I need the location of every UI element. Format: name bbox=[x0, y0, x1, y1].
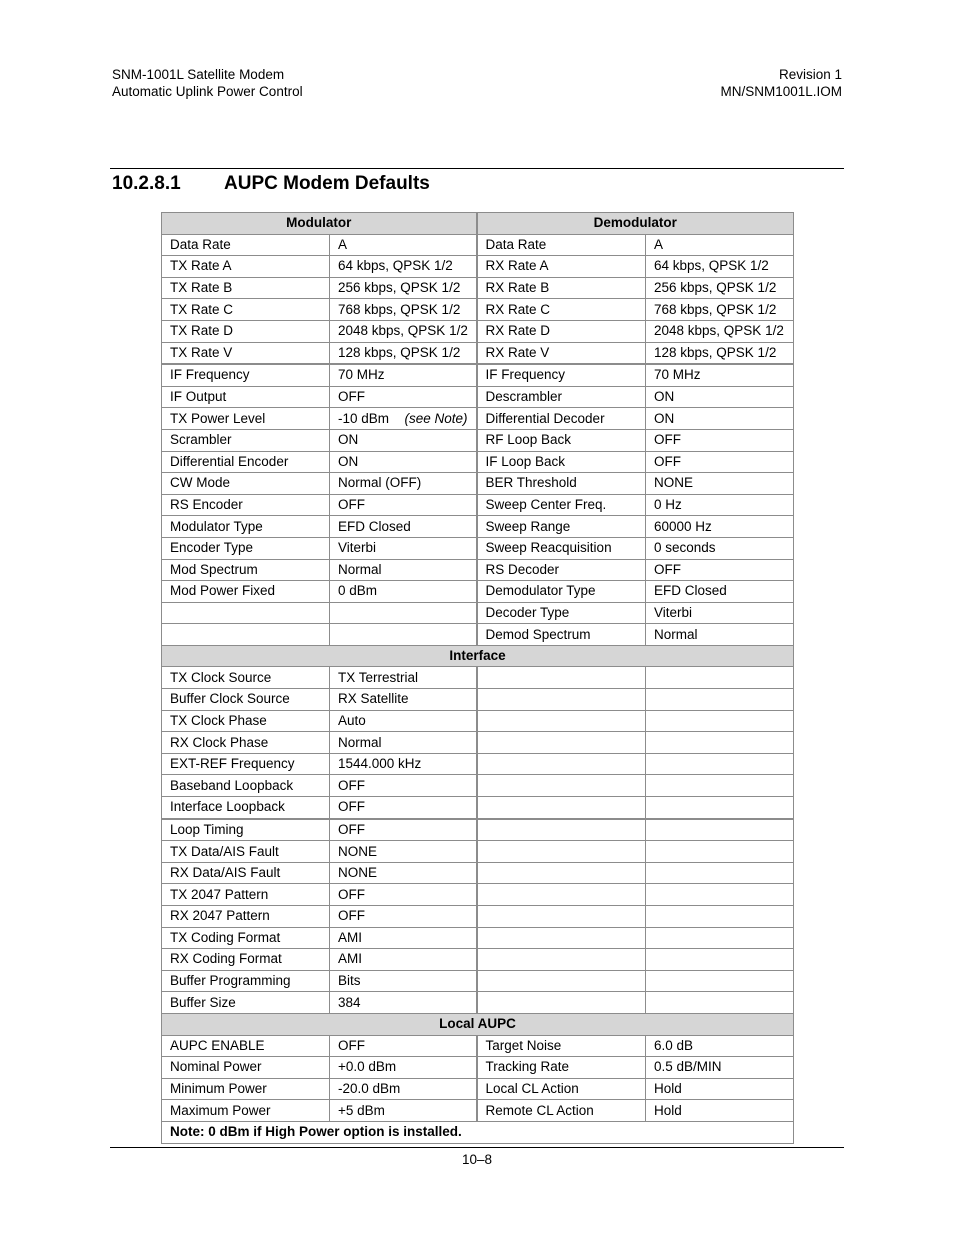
parameter-value-cell: 0.5 dB/MIN bbox=[646, 1057, 794, 1079]
chapter-title: Automatic Uplink Power Control bbox=[112, 84, 303, 99]
section-number: 10.2.8.1 bbox=[112, 173, 181, 194]
parameter-name-cell bbox=[162, 602, 330, 624]
section-heading bbox=[112, 172, 430, 196]
parameter-name-cell bbox=[477, 667, 646, 689]
aupc-defaults-table bbox=[161, 212, 794, 1144]
parameter-name-cell: IF Output bbox=[162, 386, 330, 408]
parameter-value-cell: -20.0 dBm bbox=[330, 1078, 477, 1100]
parameter-value-cell bbox=[646, 775, 794, 797]
demodulator-header: Demodulator bbox=[477, 213, 794, 235]
parameter-value-cell: 2048 kbps, QPSK 1/2 bbox=[646, 320, 794, 342]
parameter-name-cell: Minimum Power bbox=[162, 1078, 330, 1100]
section-title: AUPC Modem Defaults bbox=[224, 173, 430, 194]
table-row bbox=[162, 234, 794, 256]
see-note-reference: (see Note) bbox=[404, 410, 468, 426]
parameter-value-cell bbox=[646, 841, 794, 863]
parameter-name-cell: Maximum Power bbox=[162, 1100, 330, 1122]
parameter-name-cell bbox=[477, 949, 646, 971]
parameter-name-cell: TX Rate V bbox=[162, 342, 330, 364]
parameter-value-cell: OFF bbox=[646, 559, 794, 581]
parameter-value-cell: OFF bbox=[330, 494, 477, 516]
parameter-value-cell: Normal (OFF) bbox=[330, 473, 477, 495]
parameter-value-cell: 768 kbps, QPSK 1/2 bbox=[646, 299, 794, 321]
parameter-value-cell: OFF bbox=[330, 797, 477, 819]
parameter-value-cell: 0 dBm bbox=[330, 581, 477, 603]
parameter-name-cell: RX Coding Format bbox=[162, 949, 330, 971]
parameter-name-cell: Remote CL Action bbox=[477, 1100, 646, 1122]
parameter-value-cell: EFD Closed bbox=[330, 516, 477, 538]
parameter-value-cell: TX Terrestrial bbox=[330, 667, 477, 689]
parameter-value-cell bbox=[646, 689, 794, 711]
parameter-name-cell bbox=[477, 732, 646, 754]
modulator-header: Modulator bbox=[162, 213, 477, 235]
parameter-name-cell: Data Rate bbox=[477, 234, 646, 256]
parameter-value-cell: Normal bbox=[330, 732, 477, 754]
table-row bbox=[162, 342, 794, 364]
parameter-value-cell bbox=[646, 710, 794, 732]
table-row bbox=[162, 949, 794, 971]
table-group-header-row bbox=[162, 213, 794, 235]
parameter-value-cell: ON bbox=[330, 451, 477, 473]
interface-header: Interface bbox=[162, 645, 794, 667]
parameter-name-cell: Demod Spectrum bbox=[477, 624, 646, 646]
table-row bbox=[162, 689, 794, 711]
table-row bbox=[162, 624, 794, 646]
parameter-value-cell: OFF bbox=[330, 906, 477, 928]
parameter-value-cell: 256 kbps, QPSK 1/2 bbox=[646, 277, 794, 299]
parameter-value-cell: Hold bbox=[646, 1100, 794, 1122]
parameter-name-cell bbox=[477, 841, 646, 863]
parameter-name-cell: TX Clock Source bbox=[162, 667, 330, 689]
table-row bbox=[162, 256, 794, 278]
parameter-name-cell: RX 2047 Pattern bbox=[162, 906, 330, 928]
parameter-name-cell: Sweep Reacquisition bbox=[477, 537, 646, 559]
parameter-value-cell: 60000 Hz bbox=[646, 516, 794, 538]
parameter-name-cell: TX Rate D bbox=[162, 320, 330, 342]
table-row bbox=[162, 494, 794, 516]
parameter-value-cell: OFF bbox=[646, 451, 794, 473]
parameter-value-cell: Viterbi bbox=[330, 537, 477, 559]
parameter-value-cell: ON bbox=[646, 386, 794, 408]
table-row bbox=[162, 320, 794, 342]
parameter-name-cell: Buffer Programming bbox=[162, 970, 330, 992]
tx-power-level: -10 dBm bbox=[338, 410, 390, 426]
parameter-name-cell: Mod Spectrum bbox=[162, 559, 330, 581]
parameter-name-cell: Data Rate bbox=[162, 234, 330, 256]
parameter-name-cell: Baseband Loopback bbox=[162, 775, 330, 797]
parameter-value-cell bbox=[330, 624, 477, 646]
parameter-value-cell: 256 kbps, QPSK 1/2 bbox=[330, 277, 477, 299]
table-row bbox=[162, 386, 794, 408]
parameter-name-cell: Sweep Center Freq. bbox=[477, 494, 646, 516]
parameter-value-cell: RX Satellite bbox=[330, 689, 477, 711]
table-row bbox=[162, 862, 794, 884]
table-row bbox=[162, 1035, 794, 1057]
parameter-name-cell: RX Rate B bbox=[477, 277, 646, 299]
parameter-name-cell bbox=[477, 753, 646, 775]
parameter-name-cell: TX Clock Phase bbox=[162, 710, 330, 732]
table-row bbox=[162, 473, 794, 495]
parameter-name-cell: IF Frequency bbox=[477, 364, 646, 386]
parameter-name-cell: TX Rate B bbox=[162, 277, 330, 299]
table-row bbox=[162, 408, 794, 430]
table-row bbox=[162, 927, 794, 949]
parameter-value-cell: Viterbi bbox=[646, 602, 794, 624]
parameter-name-cell: Buffer Clock Source bbox=[162, 689, 330, 711]
parameter-value-cell: 1544.000 kHz bbox=[330, 753, 477, 775]
parameter-value-cell: 384 bbox=[330, 992, 477, 1014]
parameter-value-cell: AMI bbox=[330, 949, 477, 971]
parameter-name-cell: Differential Decoder bbox=[477, 408, 646, 430]
parameter-name-cell bbox=[477, 819, 646, 841]
parameter-name-cell: Encoder Type bbox=[162, 537, 330, 559]
parameter-name-cell bbox=[477, 927, 646, 949]
parameter-value-cell bbox=[646, 667, 794, 689]
parameter-value-cell: +5 dBm bbox=[330, 1100, 477, 1122]
parameter-name-cell bbox=[477, 992, 646, 1014]
parameter-name-cell: EXT-REF Frequency bbox=[162, 753, 330, 775]
parameter-value-cell bbox=[646, 862, 794, 884]
parameter-name-cell: Demodulator Type bbox=[477, 581, 646, 603]
parameter-name-cell: IF Frequency bbox=[162, 364, 330, 386]
parameter-name-cell: RX Rate A bbox=[477, 256, 646, 278]
table-row bbox=[162, 581, 794, 603]
table-group-header-row bbox=[162, 645, 794, 667]
parameter-value-cell: 64 kbps, QPSK 1/2 bbox=[330, 256, 477, 278]
parameter-name-cell: RX Data/AIS Fault bbox=[162, 862, 330, 884]
parameter-name-cell bbox=[477, 710, 646, 732]
parameter-value-cell: OFF bbox=[330, 819, 477, 841]
parameter-name-cell bbox=[477, 862, 646, 884]
tx-power-value bbox=[338, 409, 476, 429]
parameter-name-cell: Interface Loopback bbox=[162, 797, 330, 819]
parameter-name-cell: TX Power Level bbox=[162, 408, 330, 430]
parameter-name-cell: BER Threshold bbox=[477, 473, 646, 495]
parameter-value-cell bbox=[646, 992, 794, 1014]
revision-label: Revision 1 bbox=[778, 67, 842, 82]
table-row bbox=[162, 970, 794, 992]
parameter-name-cell bbox=[162, 624, 330, 646]
parameter-name-cell: Local CL Action bbox=[477, 1078, 646, 1100]
parameter-name-cell: RS Decoder bbox=[477, 559, 646, 581]
table-row bbox=[162, 299, 794, 321]
parameter-name-cell: IF Loop Back bbox=[477, 451, 646, 473]
parameter-name-cell: Nominal Power bbox=[162, 1057, 330, 1079]
parameter-value-cell: 768 kbps, QPSK 1/2 bbox=[330, 299, 477, 321]
table-row bbox=[162, 819, 794, 841]
table-row bbox=[162, 732, 794, 754]
page-header-left bbox=[112, 66, 303, 100]
parameter-value-cell bbox=[646, 797, 794, 819]
parameter-name-cell: Differential Encoder bbox=[162, 451, 330, 473]
parameter-name-cell: Scrambler bbox=[162, 429, 330, 451]
parameter-name-cell: Descrambler bbox=[477, 386, 646, 408]
parameter-name-cell: Tracking Rate bbox=[477, 1057, 646, 1079]
table-row bbox=[162, 429, 794, 451]
parameter-value-cell: +0.0 dBm bbox=[330, 1057, 477, 1079]
parameter-value-cell bbox=[646, 819, 794, 841]
parameter-value-cell: 70 MHz bbox=[646, 364, 794, 386]
parameter-value-cell: OFF bbox=[330, 884, 477, 906]
table-row bbox=[162, 775, 794, 797]
table-row bbox=[162, 1057, 794, 1079]
parameter-value-cell: 0 Hz bbox=[646, 494, 794, 516]
table-row bbox=[162, 537, 794, 559]
parameter-name-cell: RS Encoder bbox=[162, 494, 330, 516]
table-group-header-row bbox=[162, 1013, 794, 1035]
table-note: Note: 0 dBm if High Power option is installed. bbox=[162, 1121, 794, 1143]
document-title: SNM-1001L Satellite Modem bbox=[112, 67, 285, 82]
table-row bbox=[162, 710, 794, 732]
parameter-name-cell bbox=[477, 970, 646, 992]
parameter-value-cell: Auto bbox=[330, 710, 477, 732]
parameter-name-cell: Modulator Type bbox=[162, 516, 330, 538]
parameter-name-cell bbox=[477, 689, 646, 711]
parameter-name-cell: Sweep Range bbox=[477, 516, 646, 538]
parameter-value-cell: 6.0 dB bbox=[646, 1035, 794, 1057]
parameter-value-cell: A bbox=[330, 234, 477, 256]
parameter-value-cell bbox=[646, 753, 794, 775]
parameter-value-cell: A bbox=[646, 234, 794, 256]
parameter-value-cell: 2048 kbps, QPSK 1/2 bbox=[330, 320, 477, 342]
parameter-name-cell: TX Data/AIS Fault bbox=[162, 841, 330, 863]
table-row bbox=[162, 884, 794, 906]
section-divider bbox=[110, 168, 844, 169]
parameter-name-cell: RX Rate D bbox=[477, 320, 646, 342]
table-row bbox=[162, 797, 794, 819]
parameter-value-cell: 0 seconds bbox=[646, 537, 794, 559]
parameter-value-cell bbox=[646, 884, 794, 906]
parameter-value-cell: 128 kbps, QPSK 1/2 bbox=[646, 342, 794, 364]
parameter-value-cell: OFF bbox=[330, 775, 477, 797]
table-row bbox=[162, 992, 794, 1014]
table-row bbox=[162, 841, 794, 863]
parameter-name-cell: TX Coding Format bbox=[162, 927, 330, 949]
footer-divider bbox=[110, 1147, 844, 1148]
parameter-value-cell: NONE bbox=[330, 862, 477, 884]
parameter-name-cell: RF Loop Back bbox=[477, 429, 646, 451]
parameter-name-cell: Loop Timing bbox=[162, 819, 330, 841]
parameter-value-cell: ON bbox=[646, 408, 794, 430]
parameter-name-cell: Target Noise bbox=[477, 1035, 646, 1057]
parameter-name-cell: Mod Power Fixed bbox=[162, 581, 330, 603]
parameter-value-cell bbox=[646, 732, 794, 754]
table-body bbox=[162, 213, 794, 1144]
parameter-value-cell: ON bbox=[330, 429, 477, 451]
table-row bbox=[162, 451, 794, 473]
table-row bbox=[162, 364, 794, 386]
parameter-value-cell: Normal bbox=[330, 559, 477, 581]
parameter-value-cell bbox=[330, 602, 477, 624]
parameter-name-cell: RX Rate C bbox=[477, 299, 646, 321]
parameter-name-cell bbox=[477, 797, 646, 819]
table-row bbox=[162, 906, 794, 928]
parameter-value-cell: 128 kbps, QPSK 1/2 bbox=[330, 342, 477, 364]
parameter-name-cell bbox=[477, 884, 646, 906]
parameter-value-cell bbox=[646, 927, 794, 949]
parameter-name-cell: CW Mode bbox=[162, 473, 330, 495]
table-row bbox=[162, 1078, 794, 1100]
parameter-name-cell: RX Rate V bbox=[477, 342, 646, 364]
parameter-value-cell bbox=[330, 408, 477, 430]
parameter-name-cell: Decoder Type bbox=[477, 602, 646, 624]
parameter-value-cell bbox=[646, 949, 794, 971]
page-header-right bbox=[720, 66, 842, 100]
parameter-value-cell: OFF bbox=[646, 429, 794, 451]
document-number: MN/SNM1001L.IOM bbox=[720, 84, 842, 99]
page-number: 10–8 bbox=[461, 1152, 493, 1167]
table-row bbox=[162, 753, 794, 775]
table-row bbox=[162, 559, 794, 581]
table-note-row bbox=[162, 1121, 794, 1143]
parameter-value-cell: 64 kbps, QPSK 1/2 bbox=[646, 256, 794, 278]
parameter-value-cell: EFD Closed bbox=[646, 581, 794, 603]
table-row bbox=[162, 1100, 794, 1122]
parameter-name-cell: RX Clock Phase bbox=[162, 732, 330, 754]
parameter-name-cell: TX Rate A bbox=[162, 256, 330, 278]
parameter-name-cell bbox=[477, 775, 646, 797]
parameter-value-cell bbox=[646, 970, 794, 992]
parameter-name-cell: TX 2047 Pattern bbox=[162, 884, 330, 906]
parameter-value-cell: NONE bbox=[646, 473, 794, 495]
table-row bbox=[162, 667, 794, 689]
parameter-value-cell: OFF bbox=[330, 386, 477, 408]
parameter-name-cell bbox=[477, 906, 646, 928]
parameter-value-cell: Hold bbox=[646, 1078, 794, 1100]
parameter-name-cell: Buffer Size bbox=[162, 992, 330, 1014]
parameter-value-cell bbox=[646, 906, 794, 928]
parameter-value-cell: Normal bbox=[646, 624, 794, 646]
parameter-value-cell: OFF bbox=[330, 1035, 477, 1057]
table-row bbox=[162, 516, 794, 538]
parameter-name-cell: AUPC ENABLE bbox=[162, 1035, 330, 1057]
parameter-value-cell: Bits bbox=[330, 970, 477, 992]
table-row bbox=[162, 277, 794, 299]
parameter-value-cell: NONE bbox=[330, 841, 477, 863]
parameter-value-cell: AMI bbox=[330, 927, 477, 949]
parameter-value-cell: 70 MHz bbox=[330, 364, 477, 386]
table-row bbox=[162, 602, 794, 624]
parameter-name-cell: TX Rate C bbox=[162, 299, 330, 321]
local-aupc-header: Local AUPC bbox=[162, 1013, 794, 1035]
